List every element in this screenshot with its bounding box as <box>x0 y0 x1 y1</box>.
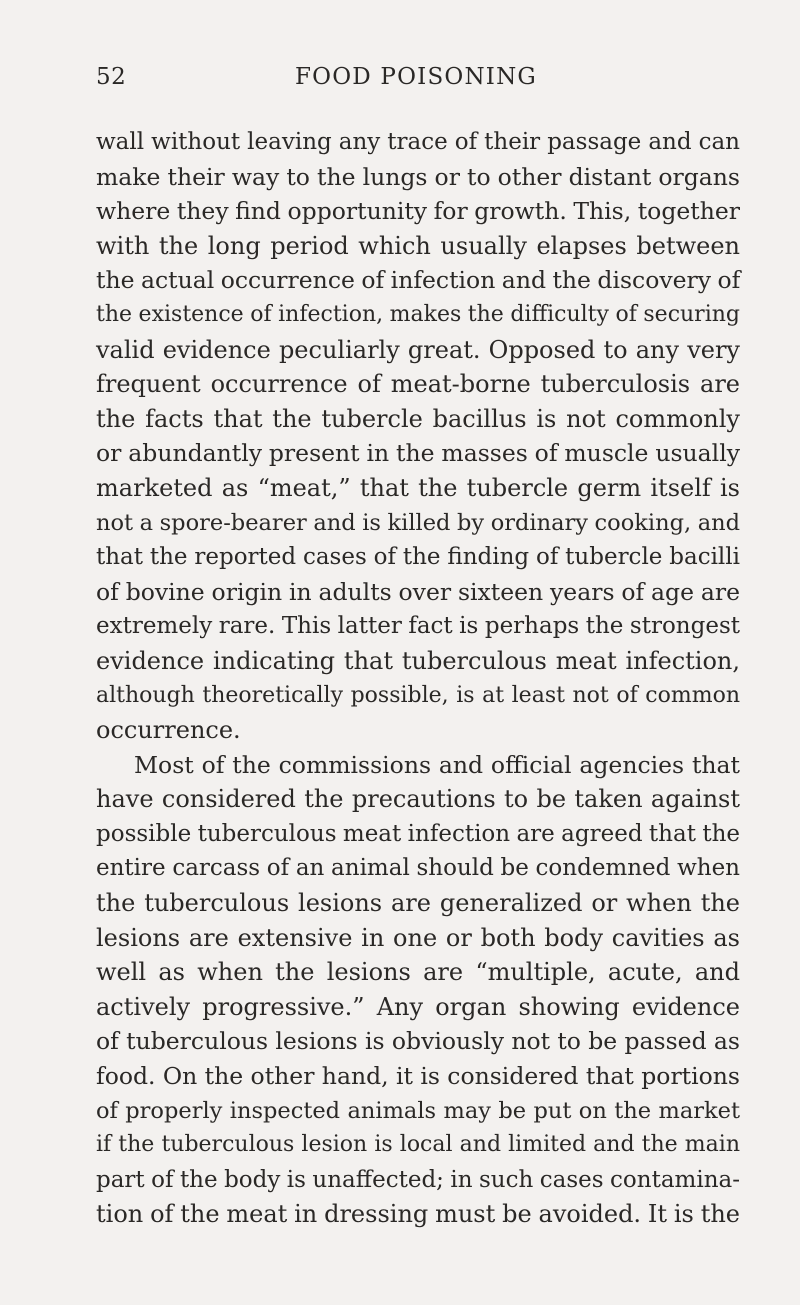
text-line: the tuberculous lesions are generalized or when the <box>96 889 740 918</box>
text-line: the actual occurrence of infection and the discovery of <box>96 266 741 295</box>
text-line: actively progressive.” Any organ showing evidence <box>96 992 740 1021</box>
text-line: of tuberculous lesions is obviously not to be passed as <box>96 1027 740 1056</box>
text-line: of properly inspected animals may be put on the market <box>96 1097 740 1124</box>
text-line: that the reported cases of the finding of tubercle bacilli <box>96 544 740 571</box>
page-header <box>96 64 736 100</box>
text-line: although theoretically possible, is at least not of common <box>96 682 740 708</box>
text-line: lesions are extensive in one or both body cavities as <box>96 923 740 952</box>
text-line: not a spore-bearer and is killed by ordinary cooking, and <box>96 509 740 536</box>
body-text <box>96 125 740 1232</box>
running-head: FOOD POISONING <box>295 64 537 90</box>
text-line: the facts that the tubercle bacillus is not commonly <box>96 404 740 433</box>
text-line: entire carcass of an animal should be condemned when <box>96 855 740 882</box>
text-line: frequent occurrence of meat-borne tuberculosis are <box>96 370 740 399</box>
page-number: 52 <box>96 64 127 90</box>
text-line: make their way to the lungs or to other distant organs <box>96 162 740 191</box>
text-line: food. On the other hand, it is considered that portions <box>96 1062 740 1091</box>
text-line: the existence of infection, makes the difficulty of securing <box>96 301 740 327</box>
text-line: extremely rare. This latter fact is perhaps the strongest <box>96 613 740 640</box>
text-line: part of the body is unaffected; in such cases contamina- <box>96 1166 740 1193</box>
text-line: of bovine origin in adults over sixteen years of age are <box>96 577 740 606</box>
text-line: have considered the precautions to be taken against <box>96 785 740 814</box>
text-line: possible tuberculous meat infection are agreed that the <box>96 820 740 847</box>
text-line: marketed as “meat,” that the tubercle germ itself is <box>96 473 740 502</box>
text-line: evidence indicating that tuberculous meat infection, <box>96 646 740 675</box>
text-line: valid evidence peculiarly great. Opposed to any very <box>96 335 740 364</box>
text-line: well as when the lesions are “multiple, acute, and <box>96 958 740 987</box>
text-line: if the tuberculous lesion is local and limited and the main <box>96 1132 740 1158</box>
text-line: Most of the commissions and official agencies that <box>134 750 740 779</box>
text-line: or abundantly present in the masses of muscle usually <box>96 439 740 468</box>
text-line: tion of the meat in dressing must be avoided. It is the <box>96 1200 740 1229</box>
text-line: where they find opportunity for growth. This, together <box>96 197 740 226</box>
text-line: occurrence. <box>96 716 241 745</box>
text-line: with the long period which usually elapses between <box>96 231 740 260</box>
text-line: wall without leaving any trace of their passage and can <box>96 129 740 155</box>
